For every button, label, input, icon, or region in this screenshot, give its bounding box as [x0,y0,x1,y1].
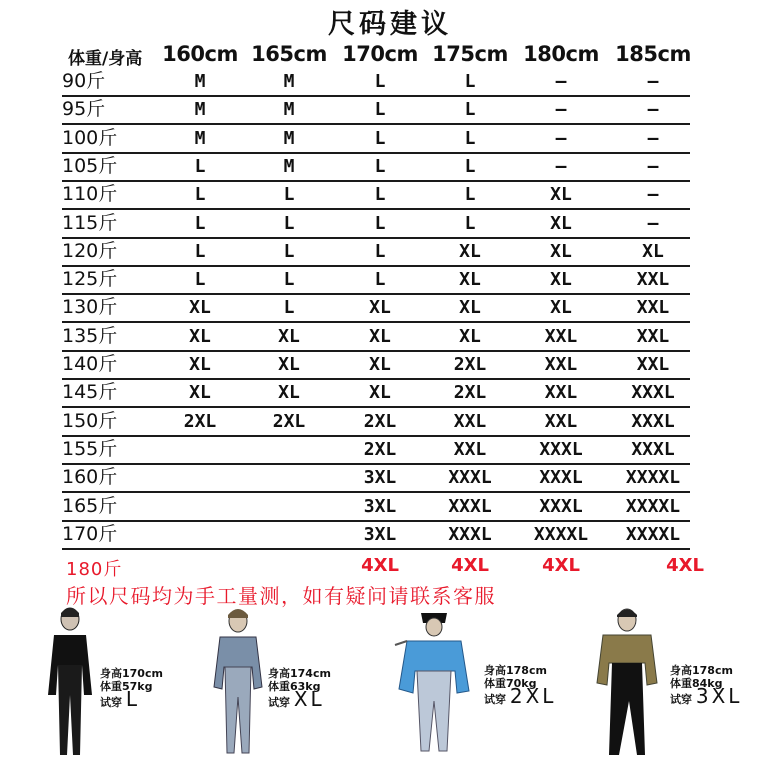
size-cell: M [283,127,295,149]
size-cell: XL [369,354,391,375]
size-cell: XL [189,354,211,375]
size-cell: XXXXL [625,523,681,545]
weight-label: 90斤 [62,70,106,92]
table-row [0,294,780,323]
size-cell: 2XL [453,354,487,375]
table-row [0,125,780,154]
size-cell: XXXL [631,382,675,404]
size-cell: L [283,297,295,319]
size-cell: XL [189,325,211,347]
size-cell: XXXL [539,438,583,460]
size-cell: XL [642,240,664,262]
weight-label: 105斤 [62,154,118,177]
table-row [0,521,780,550]
size-cell: XXL [636,297,670,319]
size-cell: L [374,184,386,206]
weight-label: 165斤 [62,494,118,517]
size-cell: XL [459,297,481,319]
size-cell: L [464,99,476,121]
size-cell: 2XL [272,410,306,432]
table-row [0,153,780,182]
height-header: 185cm [615,42,691,66]
model-card-3 [484,664,556,706]
table-row [0,96,780,125]
size-cell: M [194,99,206,121]
size-cell: XL [459,269,481,291]
table-row [0,181,780,210]
size-cell: L [374,212,386,234]
weight-label: 130斤 [62,296,118,319]
try-label: 试穿 [484,693,506,706]
size-cell: XL [278,382,300,404]
size-cell: L [283,212,295,234]
fit-size: XL [293,687,325,711]
size-cell: 2XL [183,410,217,432]
size-cell: – [647,127,659,149]
model-height: 身高178cm [484,664,547,677]
weight-label: 135斤 [62,324,118,347]
size-cell: XXL [636,354,670,375]
model-card-1 [100,667,163,709]
model-4-illustration [583,605,668,765]
size-cell: XXXL [539,495,583,517]
height-header: 180cm [523,42,599,66]
size-cell: L [464,184,476,206]
corner-label: 体重/身高 [68,49,143,69]
try-label: 试穿 [100,696,122,709]
size-cell: L [464,155,476,177]
oversize-row [0,555,780,580]
fit-size: 3XL [695,684,743,708]
height-header: 175cm [432,42,508,66]
weight-label: 150斤 [62,409,118,432]
size-cell: L [374,269,386,291]
weight-label: 145斤 [62,381,118,404]
size-cell: L [464,212,476,234]
model-weight: 体重84kg [670,677,723,690]
table-row [0,68,780,97]
size-cell: L [374,71,386,92]
size-cell: XL [369,382,391,404]
model-height: 身高178cm [670,664,733,677]
size-cell: L [283,184,295,206]
size-cell: – [555,127,567,149]
model-card-2 [268,667,331,709]
size-cell: L [194,155,206,177]
fit-size: L [125,687,140,711]
size-cell: L [374,127,386,149]
size-cell: XL [369,325,391,347]
size-cell: L [283,240,295,262]
weight-label: 140斤 [62,353,118,375]
measurement-note: 所以尺码均为手工量测，如有疑问请联系客服 [66,584,496,608]
size-cell: L [194,184,206,206]
size-cell: XL [550,297,572,319]
table-row [0,266,780,295]
size-cell: L [374,99,386,121]
size-cell: XXL [453,438,487,460]
size-cell: XXXXL [625,495,681,517]
size-cell: L [194,240,206,262]
size-cell: M [283,155,295,177]
weight-label: 170斤 [62,522,118,545]
model-weight: 体重57kg [100,680,153,693]
size-cell: XL [550,240,572,262]
size-cell: 4XL [451,555,489,576]
size-cell: 2XL [363,438,397,460]
row-divider [62,548,690,550]
size-cell: XXXL [448,495,492,517]
size-cell: L [464,127,476,149]
size-cell: XXL [544,325,578,347]
size-cell: 4XL [361,555,399,576]
size-cell: XL [189,297,211,319]
size-cell: – [647,155,659,177]
table-row [0,210,780,239]
table-row [0,493,780,522]
size-cell: XXL [636,269,670,291]
size-cell: – [647,184,659,206]
size-cell: XL [459,325,481,347]
model-2-illustration [198,605,278,760]
model-1-illustration [30,605,110,760]
weight-label: 160斤 [62,466,118,489]
size-cell: XL [278,325,300,347]
size-cell: 2XL [453,382,487,404]
size-cell: XL [550,212,572,234]
weight-label: 120斤 [62,239,118,262]
size-cell: 3XL [363,467,397,489]
page-title: 尺码建议 [328,9,452,40]
size-cell: 2XL [363,410,397,432]
weight-label: 95斤 [62,98,106,121]
size-cell: – [555,155,567,177]
size-cell: XXXXL [625,467,681,489]
size-cell: XL [459,240,481,262]
size-cell: – [647,99,659,121]
weight-label: 180斤 [66,559,123,580]
table-row [0,379,780,408]
size-cell: – [647,71,659,92]
size-cell: XXL [453,410,487,432]
size-cell: XXXL [631,438,675,460]
try-label: 试穿 [670,693,692,706]
model-weight: 体重63kg [268,680,321,693]
size-cell: 3XL [363,495,397,517]
size-cell: 4XL [542,555,580,576]
size-cell: L [194,269,206,291]
table-row [0,464,780,493]
model-height: 身高174cm [268,667,331,680]
table-row [0,323,780,352]
size-cell: XXXL [539,467,583,489]
size-cell: L [374,155,386,177]
size-cell: M [283,71,295,92]
size-cell: L [283,269,295,291]
size-cell: 3XL [363,523,397,545]
size-cell: XL [550,269,572,291]
size-cell: XXL [636,325,670,347]
height-header: 170cm [342,42,418,66]
size-cell: M [194,71,206,92]
height-header: 160cm [162,42,238,66]
weight-label: 125斤 [62,268,118,291]
table-row [0,436,780,465]
table-header [0,42,780,70]
size-cell: – [555,99,567,121]
table-row [0,238,780,267]
size-cell: 4XL [666,555,704,576]
size-cell: – [647,212,659,234]
table-row [0,351,780,380]
size-cell: L [374,240,386,262]
size-cell: XL [550,184,572,206]
size-cell: XL [189,382,211,404]
height-header: 165cm [251,42,327,66]
size-cell: M [194,127,206,149]
size-cell: XXL [544,354,578,375]
weight-label: 100斤 [62,126,118,149]
model-height: 身高170cm [100,667,163,680]
size-cell: XXXL [448,467,492,489]
size-cell: L [464,71,476,92]
try-label: 试穿 [268,696,290,709]
size-cell: – [555,71,567,92]
size-cell: XXXL [448,523,492,545]
model-3-illustration [385,605,480,765]
table-row [0,408,780,437]
size-cell: XXL [544,382,578,404]
size-cell: XXXL [631,410,675,432]
size-cell: M [283,99,295,121]
size-cell: XL [278,354,300,375]
weight-label: 155斤 [62,437,118,460]
size-cell: XXXXL [533,523,589,545]
model-card-4 [670,664,742,706]
size-cell: XL [369,297,391,319]
weight-label: 115斤 [62,211,118,234]
size-cell: L [194,212,206,234]
fit-size: 2XL [509,684,557,708]
model-weight: 体重70kg [484,677,537,690]
size-cell: XXL [544,410,578,432]
weight-label: 110斤 [62,183,118,206]
